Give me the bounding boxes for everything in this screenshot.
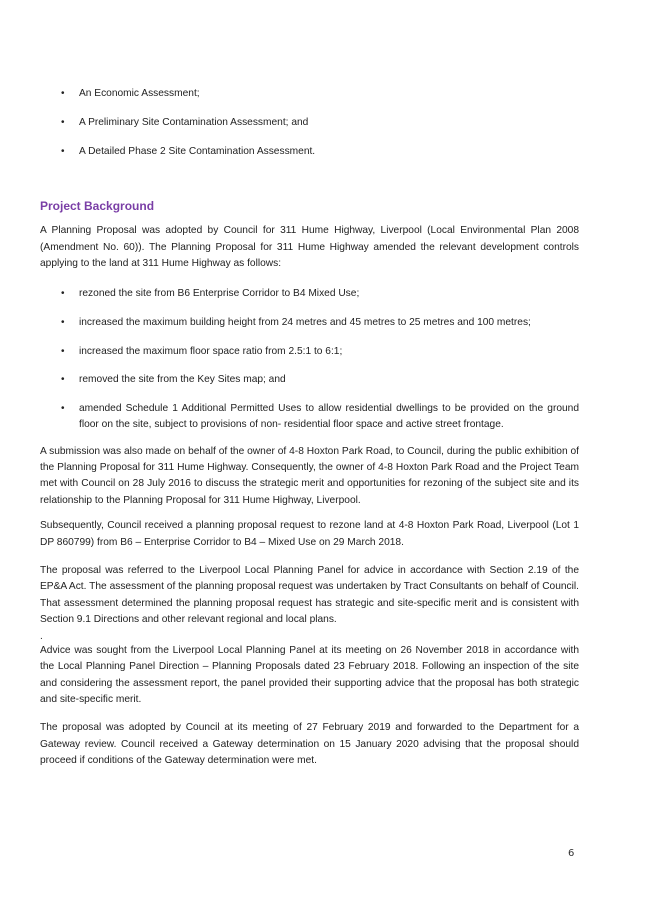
list-item xyxy=(40,344,579,360)
bullet-icon: • xyxy=(61,317,65,329)
list-item xyxy=(40,315,579,331)
intro-paragraph: A Planning Proposal was adopted by Council for 311 Hume Highway, Liverpool (Local Environmental Plan 2008 (Amendment No. 60)). The Planning Proposal for 311 Hume Highway amended the relevant development controls applying to the land at 311 Hume Highway as follows: xyxy=(40,225,579,270)
list-item xyxy=(40,115,579,131)
list-item xyxy=(40,286,579,302)
list-item-text: A Preliminary Site Contamination Assessment; and xyxy=(79,116,309,128)
list-item-text: increased the maximum floor space ratio from 2.5:1 to 6:1; xyxy=(79,345,343,357)
bullet-icon: • xyxy=(61,145,65,157)
list-item xyxy=(40,372,579,388)
panel-referral-paragraph: The proposal was referred to the Liverpool Local Planning Panel for advice in accordance with Section 2.19 of the EP&A Act. The assessment of the planning proposal request was undertaken by Tract Consultants on behalf of Council. That assessment determined the planning proposal request has strategic and site-specific merit and is consistent with Section 9.1 Directions and other relevant regional and local plans. xyxy=(40,565,579,626)
page-number: 6 xyxy=(568,848,575,859)
list-item-text: removed the site from the Key Sites map; and xyxy=(79,374,286,386)
list-item-text: increased the maximum building height from 24 metres and 45 metres to 25 metres and 100 metres; xyxy=(79,317,531,329)
bullet-icon: • xyxy=(61,88,65,99)
bullet-icon: • xyxy=(61,374,65,386)
list-item-text: A Detailed Phase 2 Site Contamination Assessment. xyxy=(79,145,316,157)
gateway-paragraph: The proposal was adopted by Council at its meeting of 27 February 2019 and forwarded to the Department for a Gateway review. Council received a Gateway determination on 15 January 2020 advising that the proposal should proceed if conditions of the Gateway determination were met. xyxy=(40,722,579,767)
page-content xyxy=(40,86,579,779)
rezoning-request-paragraph: Subsequently, Council received a planning proposal request to rezone land at 4-8 Hoxton Park Road, Liverpool (Lot 1 DP 860799) from B6 – Enterprise Corridor to B4 – Mixed Use on 29 March 2018. xyxy=(40,520,579,548)
amendments-list xyxy=(40,286,579,433)
list-item xyxy=(40,144,579,160)
bullet-icon: • xyxy=(61,345,65,357)
bullet-icon: • xyxy=(61,402,65,414)
stray-mark: . xyxy=(40,630,43,642)
list-item-text: amended Schedule 1 Additional Permitted Uses to allow residential dwellings to be provided on the ground floor on the site, subject to provisions of non- residential floor space and active street frontage. xyxy=(79,402,579,431)
assessment-list xyxy=(40,86,579,160)
section-heading: Project Background xyxy=(40,199,155,214)
list-item xyxy=(40,86,579,102)
bullet-icon: • xyxy=(61,116,65,128)
panel-advice-paragraph: Advice was sought from the Liverpool Local Planning Panel at its meeting on 26 November 2018 in accordance with the Local Planning Panel Direction – Planning Proposals dated 23 February 2018. Following an inspection of the site and considering the assessment report, the panel provided their supporting advice that the proposal has both strategic and site-specific merit. xyxy=(40,644,579,705)
submission-paragraph: A submission was also made on behalf of the owner of 4-8 Hoxton Park Road, to Council, during the public exhibition of the Planning Proposal for 311 Hume Highway. Consequently, the owner of 4-8 Hoxton Park Road and the Project Team met with Council on 28 July 2016 to discuss the strategic merit and opportunities for rezoning of the subject site and its relationship to the Planning Proposal for 311 Hume Highway, Liverpool. xyxy=(40,445,579,506)
list-item xyxy=(40,401,579,434)
list-item-text: rezoned the site from B6 Enterprise Corridor to B4 Mixed Use; xyxy=(79,288,360,300)
bullet-icon: • xyxy=(61,288,65,300)
list-item-text: An Economic Assessment; xyxy=(79,88,200,99)
